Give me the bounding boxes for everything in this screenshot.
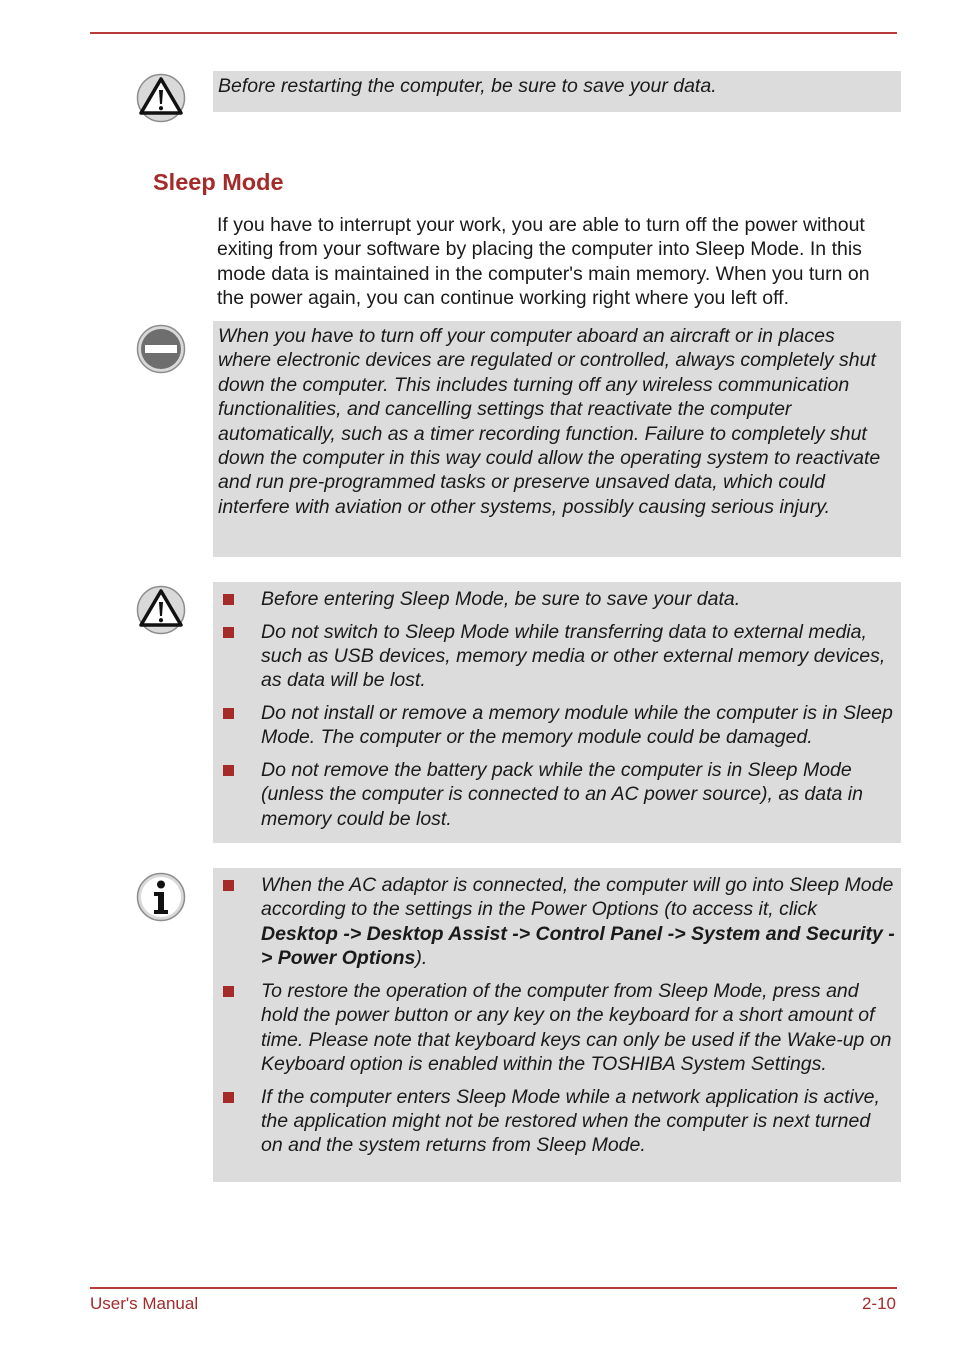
list-item-text: To restore the operation of the computer from Sleep Mode, press and hold the power button or any key on the keyboard for a short amount of time. Please note that keyboard keys can only be used if the Wake-up on Keyboard option is enabled within the TOSHIBA System Settings. [261, 979, 892, 1076]
bullet-marker [223, 627, 234, 638]
list-item [218, 979, 895, 1077]
info-icon [136, 872, 186, 922]
list-item [218, 587, 895, 611]
note-warning-restart [213, 71, 901, 112]
page-number: 2-10 [861, 1294, 896, 1313]
list-item [218, 1085, 895, 1158]
section-paragraph: If you have to interrupt your work, you are able to turn off the power without exiting from your software by placing the computer into Sleep Mode. In this mode data is maintained in the computer's main memory. When you turn on the power again, you can continue working right where you left off. [217, 214, 870, 310]
list-item-text: Do not install or remove a memory module while the computer is in Sleep Mode. The computer or the memory module could be damaged. [261, 702, 893, 749]
warning-icon [136, 585, 186, 635]
bullet-marker [223, 986, 234, 997]
menu-path: Desktop -> Desktop Assist -> Control Panel -> System and Security -> Power Options [261, 922, 895, 970]
note-text: Before restarting the computer, be sure to save your data. [218, 75, 717, 97]
list-item [218, 873, 895, 971]
note-prohibited-aircraft [213, 321, 901, 557]
list-item-text-before: When the AC adaptor is connected, the computer will go into Sleep Mode according to the settings in the Power Options (to access it, click [261, 874, 894, 921]
footer-title: User's Manual [90, 1294, 199, 1313]
bullet-marker [223, 594, 234, 605]
note-text: When you have to turn off your computer aboard an aircraft or in places where electronic devices are regulated or controlled, always completely shut down the computer. This includes turning off any wireless communication functionalities, and cancelling settings that reactivate the computer automatically, such as a timer recording function. Failure to completely shut down the computer in this way could allow the operating system to reactivate and run pre-programmed tasks or preserve unsaved data, which could interfere with aviation or other systems, possibly causing serious injury. [218, 325, 881, 518]
list-item [218, 758, 895, 831]
bullet-marker [223, 1092, 234, 1103]
list-item-text: Before entering Sleep Mode, be sure to save your data. [261, 588, 741, 610]
list-item-text: Do not remove the battery pack while the computer is in Sleep Mode (unless the computer is connected to an AC power source), as data in memory could be lost. [261, 759, 863, 830]
footer-rule [90, 1287, 897, 1289]
warning-icon [136, 73, 186, 123]
bullet-marker [223, 880, 234, 891]
bullet-marker [223, 708, 234, 719]
note-warning-sleep [213, 582, 901, 843]
note-info-sleep [213, 868, 901, 1182]
section-heading: Sleep Mode [153, 169, 284, 195]
prohibited-icon [136, 324, 186, 374]
list-item-text: If the computer enters Sleep Mode while a network application is active, the application might not be restored when the computer is next turned on and the system returns from Sleep Mode. [261, 1085, 880, 1157]
bullet-list [213, 868, 901, 1158]
list-item [218, 701, 895, 750]
header-rule [90, 32, 897, 34]
bullet-marker [223, 765, 234, 776]
list-item [218, 620, 895, 693]
list-item-text: Do not switch to Sleep Mode while transferring data to external media, such as USB devices, memory media or other external memory devices, as data will be lost. [261, 620, 886, 692]
bullet-list [213, 582, 901, 831]
list-item-text-after: ). [415, 947, 428, 970]
